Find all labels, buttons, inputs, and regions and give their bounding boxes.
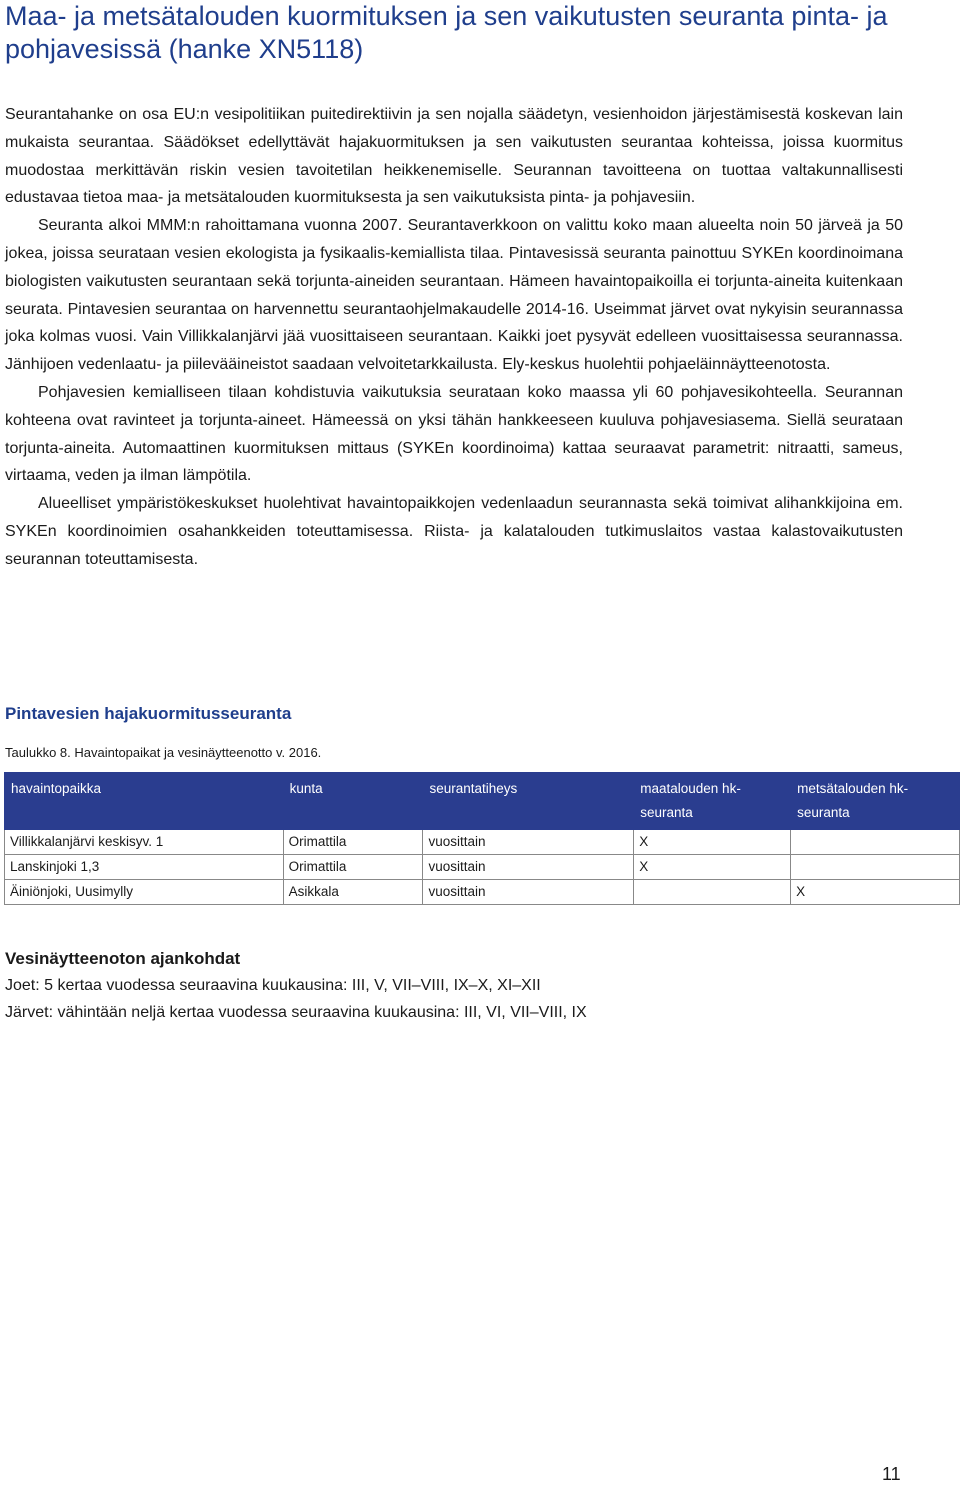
table-cell: X	[791, 880, 960, 905]
sampling-lakes: Järvet: vähintään neljä kertaa vuodessa seuraavina kuukausina: III, VI, VII–VIII, IX	[5, 1004, 587, 1021]
table-cell	[634, 880, 791, 905]
table-cell: Orimattila	[283, 830, 423, 855]
table-row	[5, 880, 960, 905]
paragraph-intro	[5, 101, 903, 212]
sampling-heading: Vesinäytteenoton ajankohdat	[5, 949, 241, 968]
paragraph-intro-part2: Seurannan tavoitteena on tuottaa valtakunnallisesti edustavaa tietoa maa- ja metsätalouden kuormituksesta ja sen vaikutuksista pinta- ja pohjavesiin.	[5, 161, 903, 207]
section-heading: Pintavesien hajakuormitusseuranta	[5, 704, 292, 723]
table-cell: vuosittain	[423, 830, 634, 855]
column-header-site: havaintopaikka	[5, 773, 284, 830]
table-cell: vuosittain	[423, 855, 634, 880]
table-cell	[791, 855, 960, 880]
table-cell	[791, 830, 960, 855]
paragraph-intro-part1: Seurantahanke on osa EU:n vesipolitiikan puitedirektiivin ja sen nojalla säädetyn, vesienhoidon järjestämisestä koskevan lain mukaista seurantaa. Säädökset edellyttävät hajakuormituksen ja sen vaikutusten seurantaa kohteissa, joissa kuormitus muodostaa merkittävän riskin vesien tavoitetilan heikkenemiselle.	[5, 106, 903, 179]
table-cell: Orimattila	[283, 855, 423, 880]
column-header-municipality: kunta	[283, 773, 423, 830]
observation-sites-table	[4, 772, 960, 905]
page-title: Maa- ja metsätalouden kuormituksen ja sen vaikutusten seuranta pinta- ja pohjavesissä (hanke XN5118)	[5, 1, 888, 64]
table-cell: Asikkala	[283, 880, 423, 905]
table-cell: Villikkalanjärvi keskisyv. 1	[5, 830, 284, 855]
table-cell: vuosittain	[423, 880, 634, 905]
column-header-frequency: seurantatiheys	[423, 773, 634, 830]
table-row	[5, 855, 960, 880]
page-number: 11	[882, 1464, 901, 1484]
table-cell: Lanskinjoki 1,3	[5, 855, 284, 880]
paragraph-monitoring: Seuranta alkoi MMM:n rahoittamana vuonna 2007. Seurantaverkkoon on valittu koko maan alueelta noin 50 järveä ja 50 jokea, joissa seurataan vesien ekologista ja fysikaalis-kemiallista tilaa. Pintavesissä seuranta painottuu SYKEn koordinoimana biologisten vaikutusten seurantaan sekä torjunta-aineiden seurantaan. Hämeen havaintopaikoilla ei torjunta-aineita kuitenkaan seurata. Pintavesien seurantaa on harvennettu seurantaohjelmakaudelle 2014-16. Useimmat järvet ovat nykyisin seurannassa joka kolmas vuosi. Vain Villikkalanjärvi jää vuosittaiseen seurantaan. Kaikki joet pysyvät edelleen vuosittaisessa seurannassa. Jänhijoen vedenlaatu- ja piilevääineistot saadaan velvoitetarkkailusta. Ely-keskus huolehtii pohjaeläinnäytteenotosta.	[5, 217, 903, 374]
sampling-schedule	[5, 946, 905, 1026]
table-cell: X	[634, 830, 791, 855]
table-row	[5, 830, 960, 855]
table-cell: X	[634, 855, 791, 880]
column-header-forestry: metsätalouden hk-seuranta	[791, 773, 960, 830]
table-cell: Äiniönjoki, Uusimylly	[5, 880, 284, 905]
paragraph-groundwater: Pohjavesien kemialliseen tilaan kohdistuvia vaikutuksia seurataan koko maassa yli 60 pohjavesikohteella. Seurannan kohteena ovat ravinteet ja torjunta-aineet. Hämeessä on yksi tähän hankkeeseen kuuluva pohjavesiasema. Siellä seurataan torjunta-aineita. Automaattinen kuormituksen mittaus (SYKEn koordinoima) kattaa seuraavat parametrit: nitraatti, sameus, virtaama, veden ja ilman lämpötila.	[5, 383, 903, 485]
table-caption: Taulukko 8. Havaintopaikat ja vesinäytteenotto v. 2016.	[5, 745, 322, 760]
body-text	[5, 101, 903, 574]
sampling-rivers: Joet: 5 kertaa vuodessa seuraavina kuukausina: III, V, VII–VIII, IX–X, XI–XII	[5, 977, 541, 994]
paragraph-centres: Alueelliset ympäristökeskukset huolehtivat havaintopaikkojen vedenlaadun seurannasta sekä toimivat alihankkijoina em. SYKEn koordinoimien osahankkeiden toteuttamisessa. Riista- ja kalatalouden tutkimuslaitos vastaa kalastovaikutusten seurannan toteuttamisesta.	[5, 495, 903, 568]
table-header-row	[5, 773, 960, 830]
column-header-agriculture: maatalouden hk-seuranta	[634, 773, 791, 830]
